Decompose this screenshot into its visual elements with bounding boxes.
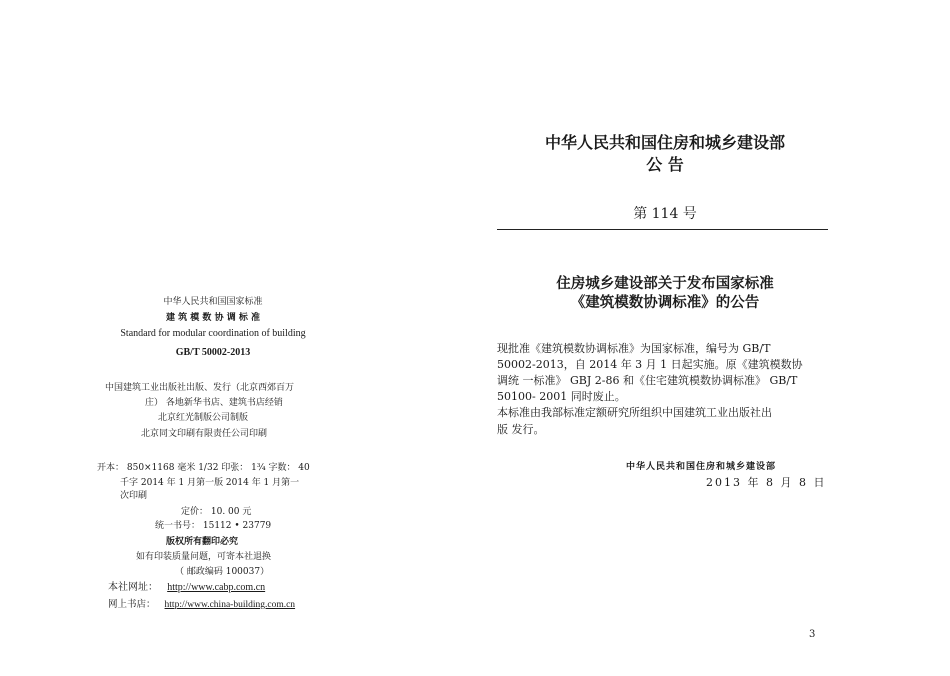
quality-notice: 如有印装质量问题，可寄本社退换 [136, 552, 272, 562]
publisher-line-2: 庄） 各地新华书店、建筑书店经销 [145, 398, 283, 408]
printer: 北京同文印刷有限责任公司印刷 [141, 429, 268, 439]
website-link[interactable]: http://www.cabp.com.cn [167, 582, 266, 593]
body-line-5: 本标准由我部标准定额研究所组织中国建筑工业出版社出 [497, 406, 772, 419]
body-line-3: 调统 一标准》 GBJ 2-86 和《住宅建筑模数协调标准》 GB/T [497, 374, 798, 387]
body-line-4: 50100- 2001 同时废止。 [497, 390, 626, 403]
subtitle-line-2: 《建筑模数协调标准》的公告 [570, 295, 760, 311]
bookstore-link[interactable]: http://www.china-building.com.cn [164, 600, 296, 610]
book-number: 统一书号： 15112 • 23779 [155, 521, 272, 531]
plate-maker: 北京红光制版公司制版 [158, 413, 249, 423]
bookstore-label: 网上书店： [108, 599, 156, 610]
header-divider [497, 229, 828, 230]
specs-line-1: 开本： 850×1168 毫米 1/32 印张： 1¾ 字数： 40 [97, 463, 310, 473]
body-line-1: 现批准《建筑模数协调标准》为国家标准，编号为 GB/T [497, 342, 771, 355]
standard-code: GB/T 50002-2013 [175, 347, 251, 358]
publisher-line-1: 中国建筑工业出版社出版、发行（北京西郊百万 [105, 383, 295, 393]
signing-date: 2013 年 8 月 8 日 [706, 476, 827, 489]
subtitle-line-1: 住房城乡建设部关于发布国家标准 [556, 276, 774, 292]
announcement-heading: 公 告 [646, 155, 684, 174]
bookstore-row [108, 596, 295, 610]
postal-code: （ 邮政编码 100037） [175, 567, 270, 577]
website-row [108, 578, 265, 593]
copyright-notice: 版权所有翻印必究 [166, 537, 239, 547]
page-number: 3 [809, 629, 816, 640]
specs-line-2: 千字 2014 年 1 月第一版 2014 年 1 月第一 [120, 478, 300, 488]
body-line-2: 50002-2013，自 2014 年 3 月 1 日起实施。原《建筑模数协 [497, 358, 803, 371]
series-title: 中华人民共和国国家标准 [163, 297, 263, 307]
announcement-number: 第 114 号 [633, 206, 697, 222]
signing-organization: 中华人民共和国住房和城乡建设部 [626, 462, 777, 472]
website-label: 本社网址： [108, 582, 158, 593]
body-line-6: 版 发行。 [497, 423, 545, 436]
specs-line-3: 次印刷 [120, 491, 148, 501]
price: 定价： 10. 00 元 [181, 507, 252, 517]
ministry-title: 中华人民共和国住房和城乡建设部 [544, 133, 785, 152]
standard-name: 建 筑 模 数 协 调 标 准 [166, 313, 260, 323]
english-title: Standard for modular coordination of building [120, 328, 306, 339]
